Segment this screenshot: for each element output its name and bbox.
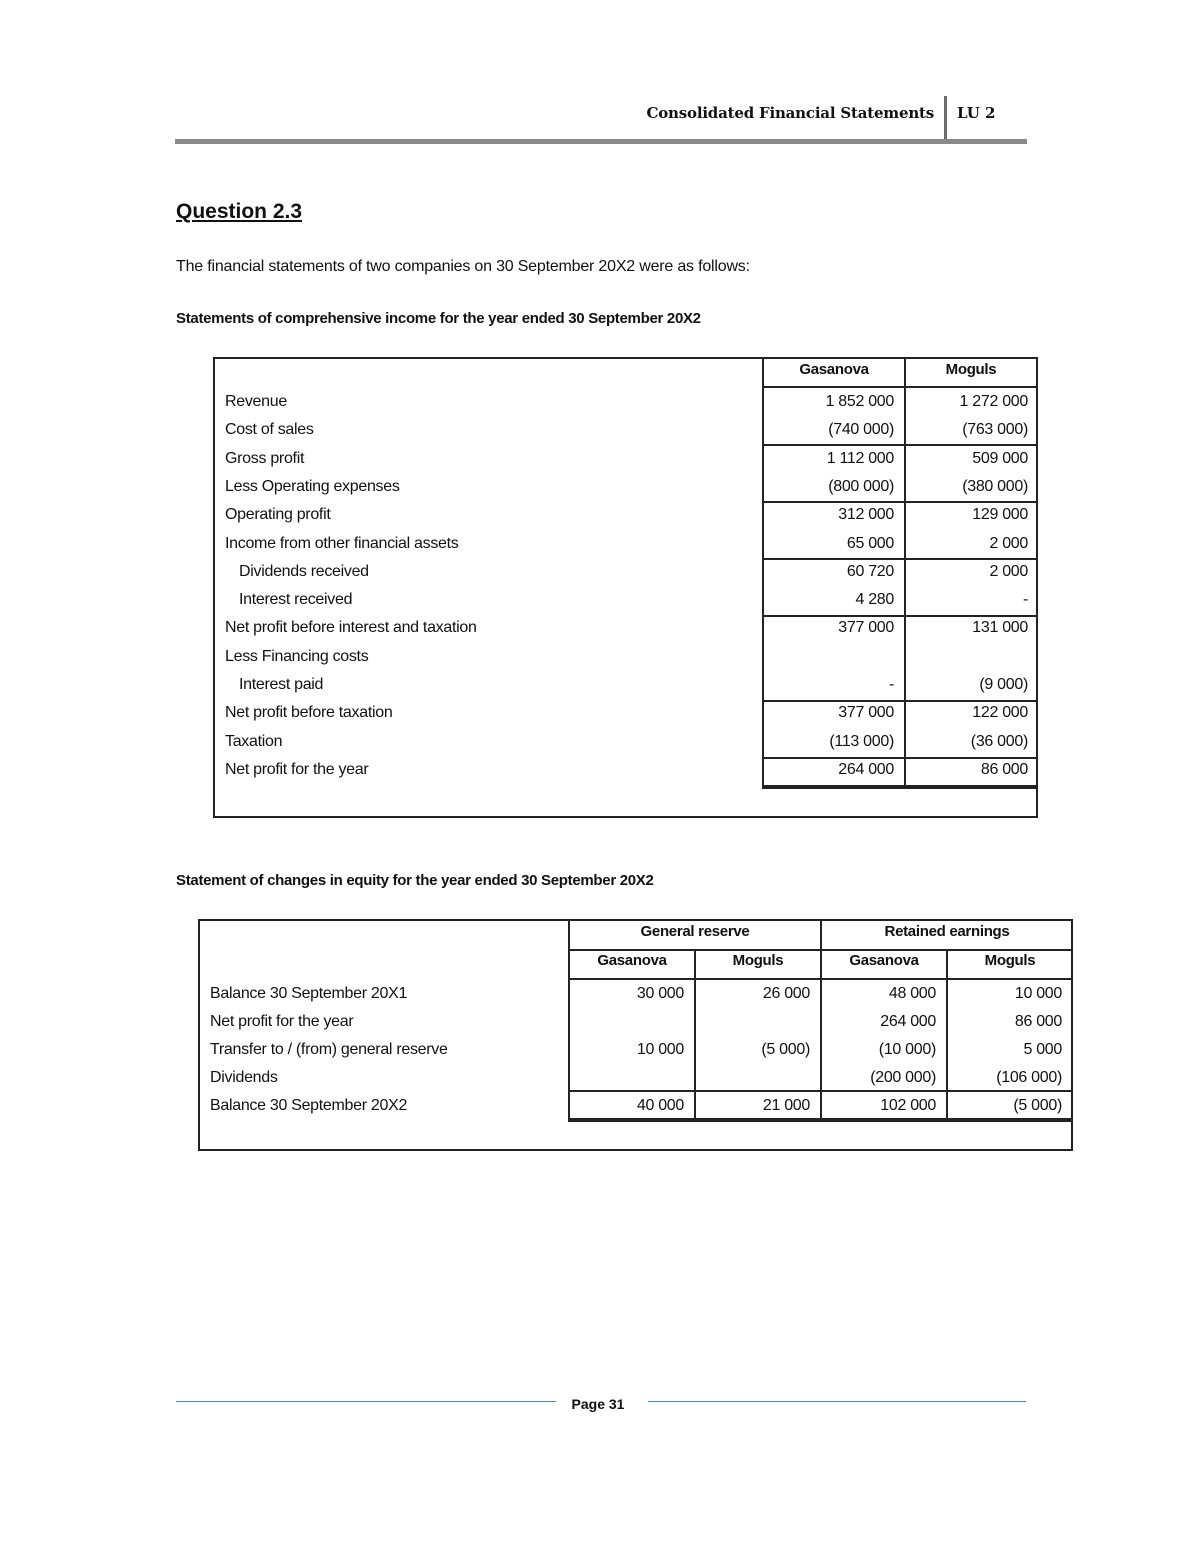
row-label: Taxation xyxy=(225,732,283,750)
table-row xyxy=(200,1036,1071,1064)
row-label: Less Financing costs xyxy=(225,647,369,665)
value-gasanova: - xyxy=(888,676,894,693)
column-header: Moguls xyxy=(984,952,1036,969)
value-moguls: 2 000 xyxy=(989,534,1028,552)
value-cell: (5 000) xyxy=(761,1041,810,1058)
table-row xyxy=(215,473,1036,501)
row-label: Revenue xyxy=(225,393,287,410)
row-label: Income from other financial assets xyxy=(225,534,459,552)
row-label: Net profit before interest and taxation xyxy=(225,619,477,637)
value-moguls: 86 000 xyxy=(980,760,1028,778)
row-label: Balance 30 September 20X2 xyxy=(210,1097,408,1114)
table-row xyxy=(200,1092,1071,1120)
table-row xyxy=(215,699,1036,727)
value-gasanova: 377 000 xyxy=(838,619,894,637)
table-row xyxy=(215,728,1036,756)
row-label: Net profit before taxation xyxy=(225,704,393,722)
value-moguls: 2 000 xyxy=(989,562,1028,580)
table-row xyxy=(200,1064,1071,1092)
running-header-unit: LU 2 xyxy=(957,104,996,122)
value-cell: 10 000 xyxy=(636,1041,684,1058)
row-line xyxy=(568,949,1073,951)
value-cell: 5 000 xyxy=(1023,1041,1062,1058)
value-moguls: 131 000 xyxy=(972,619,1028,637)
value-gasanova: 377 000 xyxy=(838,704,894,722)
value-moguls: (380 000) xyxy=(962,477,1028,495)
running-header-title: Consolidated Financial Statements xyxy=(646,104,934,122)
row-label: Dividends xyxy=(210,1069,278,1086)
header-separator xyxy=(944,96,947,142)
row-label: Cost of sales xyxy=(225,421,314,439)
table-row xyxy=(215,756,1036,784)
table-row xyxy=(215,416,1036,444)
value-gasanova: (800 000) xyxy=(828,477,894,495)
value-gasanova: 60 720 xyxy=(846,562,894,580)
table-row xyxy=(215,558,1036,586)
value-moguls: (9 000) xyxy=(979,676,1028,693)
value-gasanova: 4 280 xyxy=(855,591,894,609)
row-label: Interest received xyxy=(239,591,353,609)
value-cell: 30 000 xyxy=(636,985,684,1002)
table-row xyxy=(215,671,1036,699)
row-label: Less Operating expenses xyxy=(225,477,400,495)
value-cell: (5 000) xyxy=(1013,1097,1062,1114)
table-row xyxy=(215,643,1036,671)
income-statement-heading: Statements of comprehensive income for the year ended 30 September 20X2 xyxy=(176,310,701,327)
intro-text: The financial statements of two companies on 30 September 20X2 were as follows: xyxy=(176,258,750,275)
value-cell: 26 000 xyxy=(762,985,810,1002)
value-moguls: 509 000 xyxy=(972,449,1028,467)
value-cell: 48 000 xyxy=(888,985,936,1002)
table-row xyxy=(215,530,1036,558)
table-row xyxy=(215,614,1036,642)
value-gasanova: 264 000 xyxy=(838,760,894,778)
value-moguls: (763 000) xyxy=(962,421,1028,439)
row-label: Transfer to / (from) general reserve xyxy=(210,1041,448,1058)
equity-statement-table xyxy=(198,919,1073,1151)
row-label: Net profit for the year xyxy=(225,760,369,778)
column-header: Moguls xyxy=(945,361,997,378)
income-statement-table xyxy=(213,357,1038,818)
value-cell: 10 000 xyxy=(1014,985,1062,1002)
value-cell: (106 000) xyxy=(996,1069,1062,1086)
column-header: Gasanova xyxy=(799,361,869,378)
row-label: Operating profit xyxy=(225,506,331,524)
value-cell: 102 000 xyxy=(880,1097,936,1114)
value-cell: (10 000) xyxy=(878,1041,936,1058)
table-row xyxy=(215,388,1036,416)
page-number: Page 31 xyxy=(571,1396,625,1412)
value-moguls: 122 000 xyxy=(972,704,1028,722)
value-gasanova: 1 852 000 xyxy=(825,393,894,410)
double-underline xyxy=(762,785,1038,789)
value-cell: 86 000 xyxy=(1014,1013,1062,1030)
table-row xyxy=(200,980,1071,1008)
column-header: Gasanova xyxy=(849,952,919,969)
value-cell: 21 000 xyxy=(762,1097,810,1114)
equity-statement-heading: Statement of changes in equity for the year ended 30 September 20X2 xyxy=(176,872,654,889)
row-label: Gross profit xyxy=(225,449,305,467)
value-moguls: - xyxy=(1022,591,1028,609)
value-cell: 264 000 xyxy=(880,1013,936,1030)
value-gasanova: 65 000 xyxy=(846,534,894,552)
footer-rule-right xyxy=(648,1401,1026,1402)
column-header: Gasanova xyxy=(597,952,667,969)
table-row xyxy=(215,445,1036,473)
row-label: Net profit for the year xyxy=(210,1013,354,1030)
footer-rule-left xyxy=(176,1401,556,1402)
table-row xyxy=(215,501,1036,529)
value-gasanova: (113 000) xyxy=(829,732,894,750)
row-label: Dividends received xyxy=(239,562,369,580)
value-moguls: (36 000) xyxy=(970,732,1028,750)
value-cell: (200 000) xyxy=(870,1069,936,1086)
row-label: Balance 30 September 20X1 xyxy=(210,985,408,1002)
value-cell: 40 000 xyxy=(636,1097,684,1114)
column-header: Moguls xyxy=(732,952,784,969)
value-gasanova: (740 000) xyxy=(828,421,894,439)
value-moguls: 129 000 xyxy=(972,506,1028,524)
header-rule xyxy=(175,139,1027,144)
value-gasanova: 1 112 000 xyxy=(826,449,894,467)
table-row xyxy=(215,586,1036,614)
value-gasanova: 312 000 xyxy=(838,506,894,524)
question-title: Question 2.3 xyxy=(176,200,303,223)
value-moguls: 1 272 000 xyxy=(959,393,1028,410)
group-header-retained-earnings: Retained earnings xyxy=(884,923,1010,940)
row-label: Interest paid xyxy=(239,676,324,693)
group-header-general-reserve: General reserve xyxy=(640,923,750,940)
table-row xyxy=(200,1008,1071,1036)
